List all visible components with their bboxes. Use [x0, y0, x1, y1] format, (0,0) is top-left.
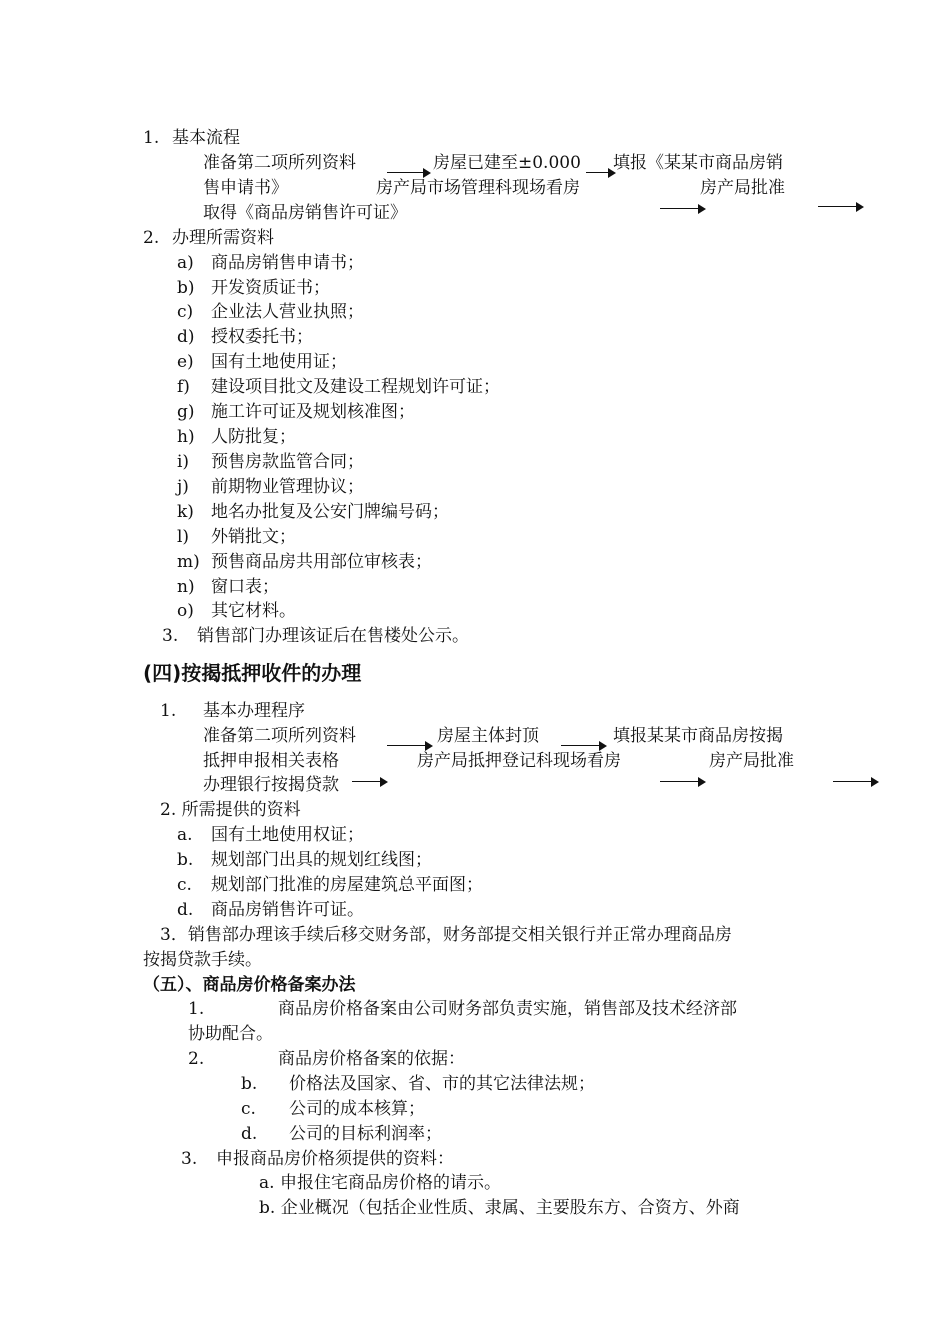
- price-item3-text: 申报商品房价格须提供的资料：: [216, 1149, 454, 1169]
- list-item: 公司的成本核算；: [289, 1099, 425, 1119]
- list-item-label: b): [177, 278, 195, 298]
- list-item-label: j): [177, 477, 189, 497]
- list-item: 价格法及国家、省、市的其它法律法规；: [289, 1074, 595, 1094]
- flow1-step-apply: 填报《某某市商品房销: [613, 153, 783, 173]
- flow2-step-topping: 房屋主体封顶: [437, 726, 539, 746]
- price-item1-line2: 协助配合。: [188, 1024, 273, 1044]
- item2-title: 办理所需资料: [172, 228, 274, 248]
- flow-arrow: [660, 204, 706, 214]
- list-item: a. 申报住宅商品房价格的请示。: [259, 1173, 501, 1193]
- item1-title: 基本流程: [172, 128, 240, 148]
- mortgage-item3-line1: 3．销售部办理该手续后移交财务部，财务部提交相关银行并正常办理商品房: [160, 925, 732, 945]
- flow-arrow: [586, 168, 616, 178]
- mortgage-item1-number: 1.: [160, 701, 177, 721]
- list-item-label: a.: [177, 825, 193, 845]
- list-item-label: a): [177, 253, 194, 273]
- list-item: 国有土地使用证；: [211, 352, 347, 372]
- flow-arrow: [818, 202, 864, 212]
- item1-number: 1.: [143, 128, 160, 148]
- list-item-label: c.: [177, 875, 192, 895]
- list-item-label: e): [177, 352, 194, 372]
- list-item-label: m): [177, 552, 200, 572]
- list-item: 外销批文；: [211, 527, 296, 547]
- list-item: 商品房销售申请书；: [211, 253, 364, 273]
- list-item-label: k): [177, 502, 194, 522]
- price-item3-number: 3.: [181, 1149, 198, 1169]
- flow1-step-apply-cont: 售申请书》: [203, 178, 288, 198]
- list-item: 预售房款监管合同；: [211, 452, 364, 472]
- list-item: 规划部门出具的规划红线图；: [211, 850, 432, 870]
- list-item-label: d): [177, 327, 195, 347]
- list-item: 国有土地使用权证；: [211, 825, 364, 845]
- list-item-label: b.: [241, 1074, 258, 1094]
- flow2-step-loan: 办理银行按揭贷款: [203, 775, 339, 795]
- list-item-label: l): [177, 527, 190, 547]
- price-item1-number: 1.: [188, 999, 205, 1019]
- list-item: 建设项目批文及建设工程规划许可证；: [211, 377, 500, 397]
- list-item: 其它材料。: [211, 601, 296, 621]
- list-item: 规划部门批准的房屋建筑总平面图；: [211, 875, 483, 895]
- flow2-step-apply: 填报某某市商品房按揭: [613, 726, 783, 746]
- list-item: 人防批复；: [211, 427, 296, 447]
- list-item: 窗口表；: [211, 577, 279, 597]
- list-item: 公司的目标利润率；: [289, 1124, 442, 1144]
- flow2-step-inspection: 房产局抵押登记科现场看房: [417, 751, 621, 771]
- flow2-step-approval: 房产局批准: [709, 751, 794, 771]
- list-item-label: d.: [241, 1124, 258, 1144]
- price-item2-text: 商品房价格备案的依据：: [278, 1049, 465, 1069]
- list-item: 授权委托书；: [211, 327, 313, 347]
- list-item-label: g): [177, 402, 195, 422]
- list-item-label: b.: [177, 850, 194, 870]
- list-item-label: h): [177, 427, 195, 447]
- list-item-label: c): [177, 302, 194, 322]
- flow-arrow: [660, 777, 706, 787]
- flow-arrow: [833, 777, 879, 787]
- list-item-label: d.: [177, 900, 194, 920]
- list-item-label: n): [177, 577, 195, 597]
- list-item: 前期物业管理协议；: [211, 477, 364, 497]
- flow2-step-prepare: 准备第二项所列资料: [203, 726, 356, 746]
- list-item: 商品房销售许可证。: [211, 900, 364, 920]
- list-item-label: c.: [241, 1099, 256, 1119]
- flow1-step-prepare: 准备第二项所列资料: [203, 153, 356, 173]
- item3-text: 销售部门办理该证后在售楼处公示。: [197, 626, 469, 646]
- price-item1-line1: 商品房价格备案由公司财务部负责实施，销售部及技术经济部: [278, 999, 737, 1019]
- price-item2-number: 2.: [188, 1049, 205, 1069]
- list-item-label: i): [177, 452, 190, 472]
- mortgage-item2-title: 2. 所需提供的资料: [160, 800, 301, 820]
- item3-number: 3.: [162, 626, 179, 646]
- list-item: b. 企业概况（包括企业性质、隶属、主要股东方、合资方、外商: [259, 1198, 740, 1218]
- list-item: 施工许可证及规划核准图；: [211, 402, 415, 422]
- mortgage-item3-line2: 按揭贷款手续。: [143, 950, 262, 970]
- flow1-step-inspection: 房产局市场管理科现场看房: [376, 178, 580, 198]
- mortgage-item1-title: 基本办理程序: [203, 701, 305, 721]
- list-item: 地名办批复及公安门牌编号码；: [211, 502, 449, 522]
- flow1-step-approval: 房产局批准: [700, 178, 785, 198]
- flow-arrow: [352, 777, 388, 787]
- list-item: 开发资质证书；: [211, 278, 330, 298]
- section-heading-price-filing: （五）、商品房价格备案办法: [143, 975, 356, 995]
- flow1-step-permit: 取得《商品房销售许可证》: [203, 203, 407, 223]
- list-item-label: o): [177, 601, 194, 621]
- list-item: 预售商品房共用部位审核表；: [211, 552, 432, 572]
- list-item: 企业法人营业执照；: [211, 302, 364, 322]
- list-item-label: f): [177, 377, 190, 397]
- section-heading-mortgage: (四)按揭抵押收件的办理: [143, 661, 362, 685]
- flow1-step-foundation: 房屋已建至±0.000: [433, 153, 581, 173]
- item2-number: 2.: [143, 228, 160, 248]
- flow2-step-apply-cont: 抵押申报相关表格: [203, 751, 339, 771]
